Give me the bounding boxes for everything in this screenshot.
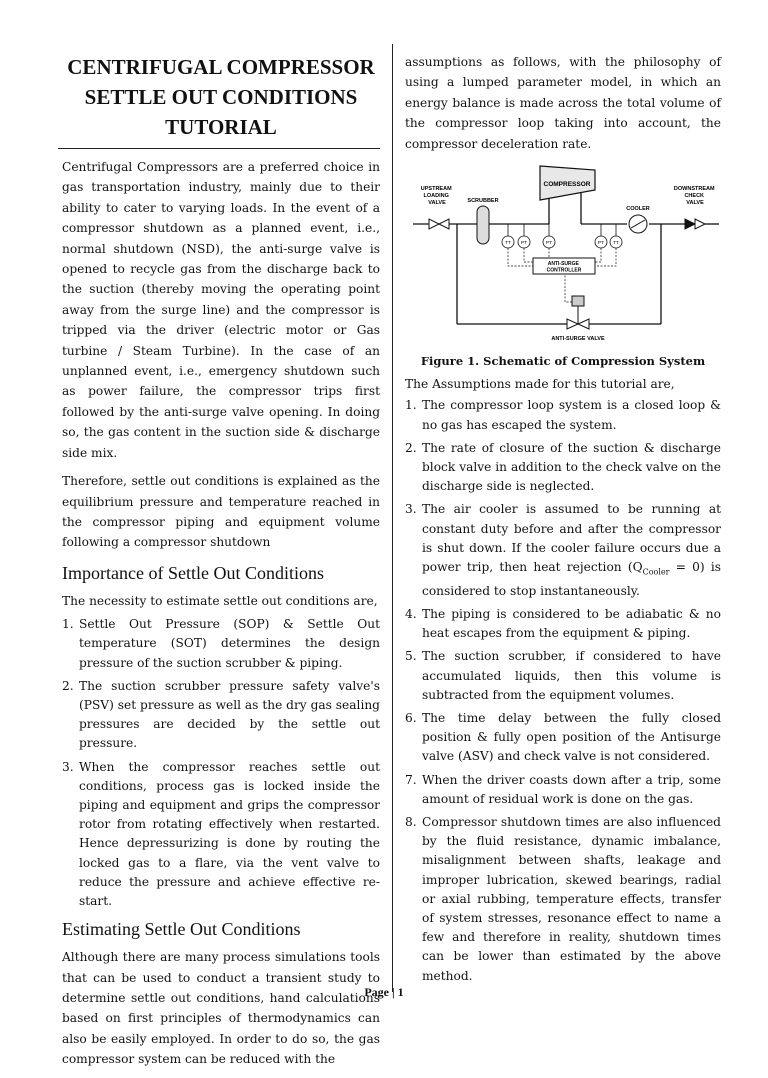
list-number: 2. [405, 440, 417, 455]
estimating-paragraph: Although there are many process simulations tools that can be used to conduct a transient study to determine settle out conditions, hand calculations based on first principles of thermodynamics can also be easily employed. In order to do so, the gas compressor system can be reduced with the [62, 950, 380, 1067]
compression-system-schematic [405, 162, 721, 350]
downstream-label: DOWNSTREAM CHECK VALVE [673, 186, 715, 207]
list-text: Settle Out Pressure (SOP) & Settle Out temperature (SOT) determines the design pressure of the suction scrubber & piping. [79, 617, 380, 670]
upstream-valve-symbol [429, 219, 439, 229]
importance-lead: The necessity to estimate settle out conditions are, [62, 593, 378, 608]
title-line: CENTRIFUGAL COMPRESSOR [67, 55, 375, 79]
list-number: 2. [62, 678, 74, 693]
list-item [405, 771, 721, 809]
tt-label: TT [613, 241, 619, 247]
list-item [405, 813, 721, 986]
assumptions-lead: The Assumptions made for this tutorial are, [405, 377, 675, 392]
anti-surge-valve-symbol [567, 319, 578, 329]
list-number: 7. [405, 772, 417, 787]
column-divider [392, 44, 393, 992]
cooler-label: COOLER [626, 206, 650, 213]
list-text: The compressor loop system is a closed loop & no gas has escaped the system. [422, 398, 721, 432]
tt-label: TT [505, 241, 511, 247]
list-item [405, 396, 721, 434]
list-number: 8. [405, 814, 417, 829]
pt-label: PT [545, 241, 553, 247]
title-line: TUTORIAL [165, 115, 277, 139]
list-number: 6. [405, 710, 417, 725]
list-subscript: Cooler [642, 567, 670, 577]
assumptions-intro: assumptions as follows, with the philosophy of using a lumped parameter model, in which an energy balance is made across the total volume of the compressor loop taking into account, the compressor deceleration rate. [405, 55, 721, 151]
section-heading-importance: Importance of Settle Out Conditions [62, 562, 324, 583]
right-column [405, 52, 721, 990]
check-valve-symbol [685, 219, 695, 229]
list-text-a: The air cooler is assumed to be running at constant duty before and after the compressor is shut down. If the cooler failure occurs due a power trip, then heat rejection (Q [422, 502, 721, 575]
list-text: When the compressor reaches settle out conditions, process gas is locked inside the piping and equipment and grips the compressor rotor from rotating effectively when restarted. Hence depressurizing is done by routing the locked gas to a flare, via the vent valve to reduce the pressure and achieve effective re-start. [79, 759, 380, 908]
pt-label: PT [520, 241, 528, 247]
compressor-label: COMPRESSOR [543, 181, 591, 189]
list-item [405, 647, 721, 705]
list-number: 5. [405, 649, 417, 664]
title-rule [58, 148, 380, 149]
scrubber-symbol [477, 206, 489, 244]
list-number: 4. [405, 606, 417, 621]
scrubber-label: SCRUBBER [467, 198, 499, 205]
pt-label: PT [597, 241, 605, 247]
list-number: 3. [405, 502, 417, 517]
list-item [62, 758, 380, 912]
list-text: The rate of closure of the suction & discharge block valve in addition to the check valve on the discharge side is neglected. [422, 440, 721, 494]
left-column [62, 52, 380, 1078]
page-number: Page | 1 [364, 985, 404, 999]
list-text: When the driver coasts down after a trip, some amount of residual work is done on the gas. [422, 772, 721, 806]
assumptions-list [405, 396, 721, 985]
title-line: SETTLE OUT CONDITIONS [84, 85, 358, 109]
list-number: 1. [62, 617, 74, 632]
list-number: 1. [405, 398, 417, 413]
list-text: Compressor shutdown times are also influenced by the fluid resistance, dynamic imbalance, misalignment between shafts, leakage and improper lubrication, skewed bearings, radial or axial rubbing, temperature effects, transfer of system stresses, resonance effect to name a few and therefore in reality, shutdown times can be lower than estimated by the above method. [422, 814, 721, 983]
figure-caption: Figure 1. Schematic of Compression System [420, 354, 706, 369]
importance-list [62, 615, 380, 911]
asv-label: ANTI-SURGE VALVE [551, 336, 605, 343]
upstream-label: UPSTREAM LOADING VALVE [420, 186, 452, 207]
list-number: 3. [62, 759, 74, 774]
list-text: The time delay between the fully closed position & fully open position of the Antisurge valve (ASV) and check valve is not considered. [422, 710, 721, 764]
list-text-b: = 0) is considered to stop instantaneously. [422, 560, 721, 598]
intro-paragraph: Centrifugal Compressors are a preferred choice in gas transportation industry, mainly due to their ability to cater to varying loads. In the event of a compressor shutdown as a planned event, i.e., normal shutdown (NSD), the anti-surge valve is opened to recycle gas from the discharge back to the suction (thereby moving the operating point away from the surge line) and the compressor is tripped via the driver (electric motor or Gas turbine / Steam Turbine). In the case of an unplanned event, i.e., emergency shutdown such as power failure, the compressor trips first followed by the anti-surge valve opening. In doing so, the gas content in the suction side & discharge side mix. [62, 160, 380, 460]
list-text: The suction scrubber, if considered to have accumulated liquids, then this volume is subtracted from the equipment volumes. [422, 649, 721, 702]
list-item [405, 439, 721, 497]
section-heading-estimating: Estimating Settle Out Conditions [62, 919, 301, 940]
list-text: The suction scrubber pressure safety valve's (PSV) set pressure as well as the dry gas sealing pressures are decided by the settle out pressure. [79, 678, 380, 751]
page-title [62, 52, 380, 142]
list-item [62, 615, 380, 673]
list-item [62, 677, 380, 754]
list-text: The piping is considered to be adiabatic & no heat escapes from the equipment & piping. [422, 606, 721, 641]
controller-label: ANTI-SURGE CONTROLLER [546, 261, 582, 274]
list-item [405, 709, 721, 767]
list-item [405, 605, 721, 643]
list-item [405, 500, 721, 600]
intro-paragraph-2: Therefore, settle out conditions is explained as the equilibrium pressure and temperature reached in the compressor piping and equipment volume following a compressor shutdown [62, 474, 380, 550]
